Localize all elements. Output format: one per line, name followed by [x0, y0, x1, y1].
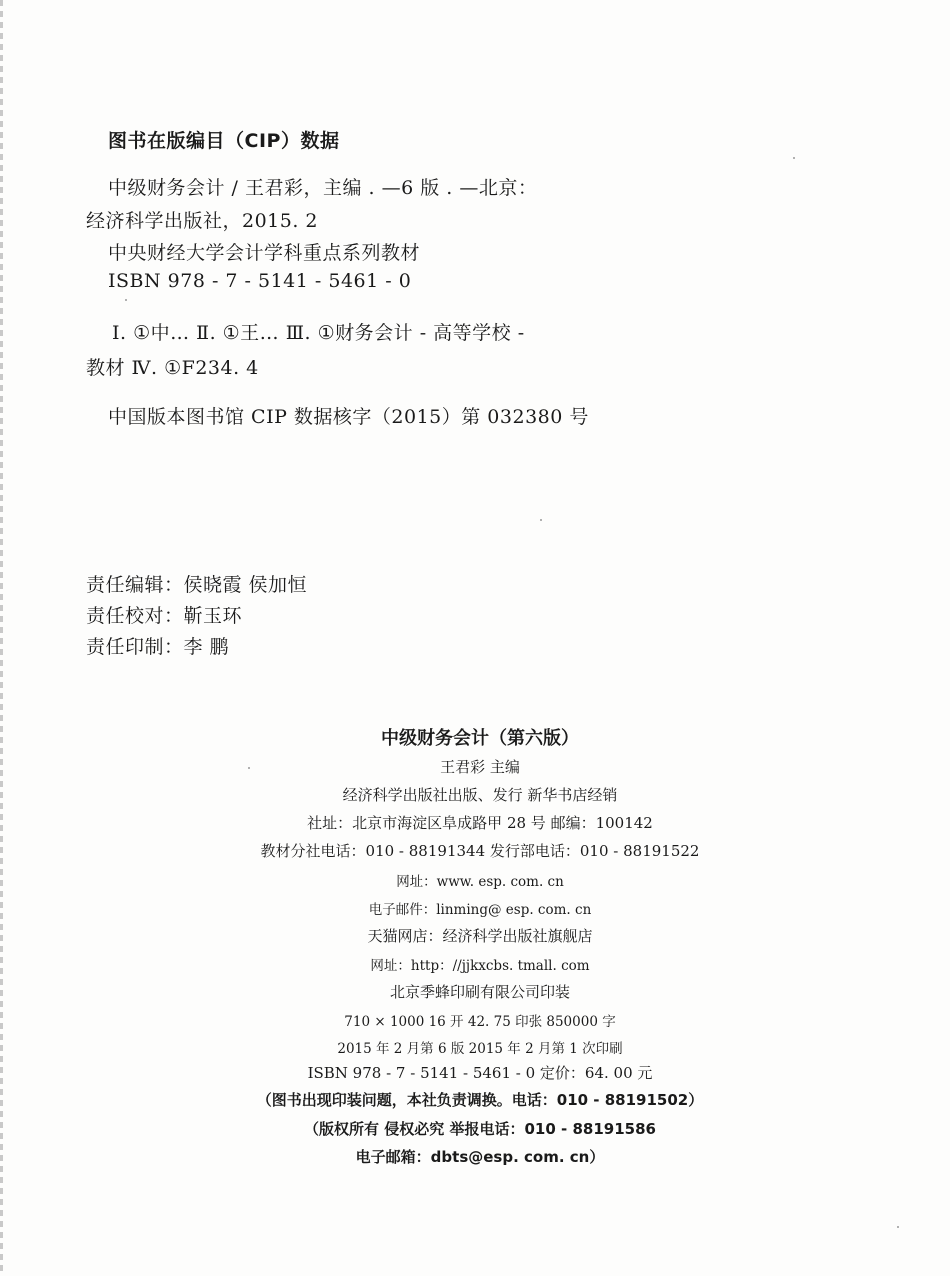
scan-speck	[793, 157, 795, 159]
colophon-phones: 教材分社电话：010 - 88191344 发行部电话：010 - 88191522	[260, 842, 700, 860]
scan-speck	[540, 519, 542, 521]
colophon-address: 社址：北京市海淀区阜成路甲 28 号 邮编：100142	[307, 814, 653, 832]
colophon-website: 网址：www. esp. com. cn	[396, 874, 564, 890]
page-edge-shadow	[0, 0, 3, 1276]
staff-proofreader	[86, 601, 242, 628]
colophon-format: 710 × 1000 16 开 42. 75 印张 850000 字	[344, 1014, 616, 1030]
colophon-notice-email: 电子邮箱：dbts@esp. com. cn）	[355, 1148, 605, 1166]
cip-title: 图书在版编目（CIP）数据	[108, 130, 340, 152]
staff-proofreader-value: 靳玉环	[183, 605, 243, 627]
colophon-publisher: 经济科学出版社出版、发行 新华书店经销	[342, 786, 618, 804]
colophon-edition: 2015 年 2 月第 6 版 2015 年 2 月第 1 次印刷	[337, 1041, 623, 1057]
colophon-tmall-url: 网址：http：//jjkxcbs. tmall. com	[370, 958, 590, 974]
staff-editor	[86, 570, 307, 597]
colophon-editor: 王君彩 主编	[440, 758, 520, 776]
colophon-email: 电子邮件：linming@ esp. com. cn	[368, 902, 592, 918]
cip-line-title: 中级财务会计 / 王君彩，主编 . —6 版 . —北京：	[108, 177, 538, 199]
colophon-tmall-store: 天猫网店：经济科学出版社旗舰店	[367, 927, 593, 945]
cip-classification-1: Ⅰ. ①中… Ⅱ. ①王… Ⅲ. ①财务会计 - 高等学校 -	[112, 322, 525, 344]
cip-line-series: 中央财经大学会计学科重点系列教材	[108, 242, 421, 264]
staff-printing-value: 李 鹏	[183, 636, 230, 658]
colophon-printer: 北京季蜂印刷有限公司印装	[389, 983, 570, 1001]
colophon-notice-print: （图书出现印装问题，本社负责调换。电话：010 - 88191502）	[256, 1091, 704, 1109]
scan-speck	[248, 767, 250, 769]
staff-proofreader-label: 责任校对：	[86, 605, 184, 627]
cip-number: 中国版本图书馆 CIP 数据核字（2015）第 032380 号	[108, 406, 589, 428]
staff-printing	[86, 632, 229, 659]
staff-printing-label: 责任印制：	[86, 636, 184, 658]
cip-line-publisher: 经济科学出版社，2015. 2	[86, 210, 319, 232]
staff-editor-value: 侯晓霞 侯加恒	[183, 574, 308, 596]
cip-line-isbn: ISBN 978 - 7 - 5141 - 5461 - 0	[108, 270, 412, 292]
cip-classification-2: 教材 Ⅳ. ①F234. 4	[86, 357, 259, 379]
scan-speck	[897, 1226, 899, 1228]
staff-editor-label: 责任编辑：	[86, 574, 184, 596]
colophon-isbn-price: ISBN 978 - 7 - 5141 - 5461 - 0 定价：64. 00 元	[307, 1064, 653, 1082]
scan-speck	[125, 299, 127, 301]
colophon-notice-rights: （版权所有 侵权必究 举报电话：010 - 88191586	[304, 1120, 656, 1138]
colophon-book-title: 中级财务会计（第六版）	[381, 728, 579, 749]
